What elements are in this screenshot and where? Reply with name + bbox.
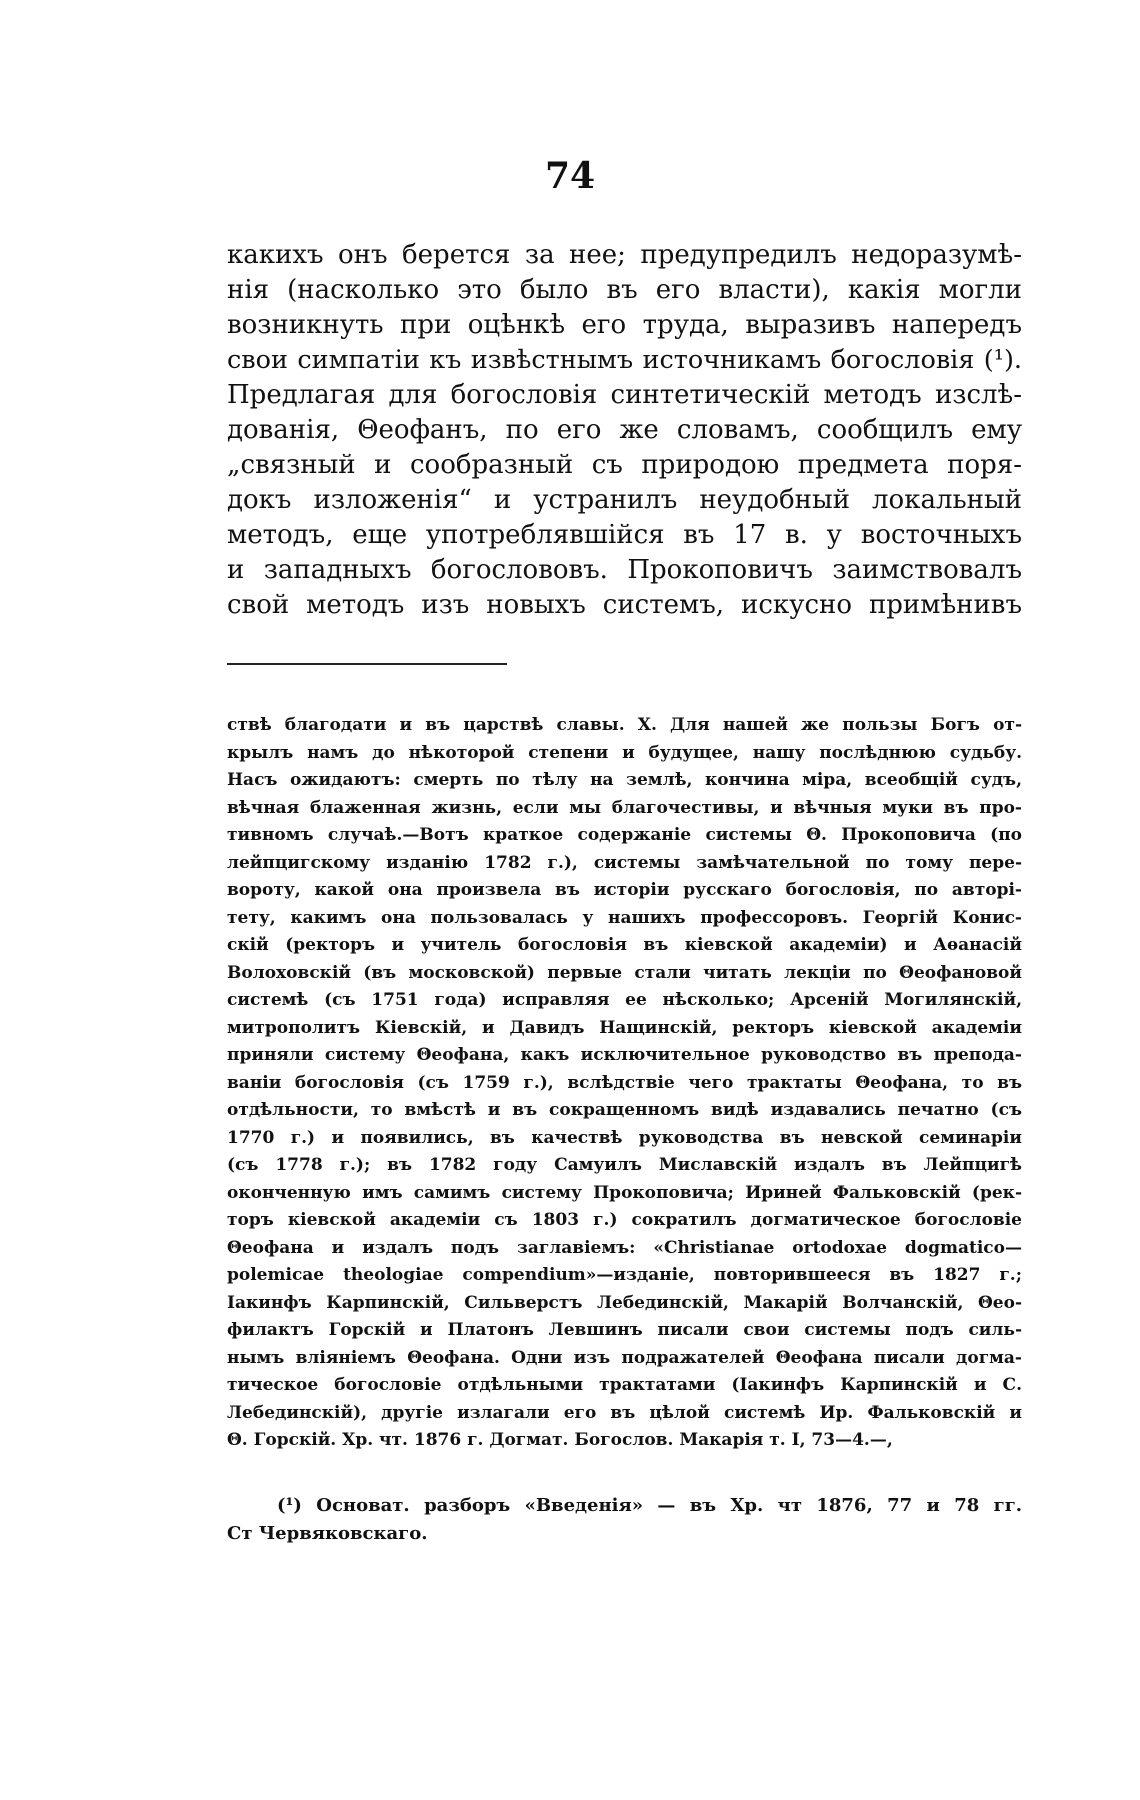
main-text-line: свой методъ изъ новыхъ системъ, искусно примѣнивъ [227,590,1022,620]
footnote-line: тету, какимъ она пользовалась у нашихъ профессоровъ. Георгій Конис- [227,907,1022,928]
footnote-line: филактъ Горскій и Платонъ Левшинъ писали свои системы подъ силь- [227,1320,1022,1340]
footnote-line: вороту, какой она произвела въ исторіи русскаго богословія, по авторі- [227,880,1022,900]
footnote-line: приняли систему Θеофана, какъ исключительное руководство въ препода- [227,1045,1022,1065]
footnote-line: polemicae theologiae compendium»—изданіе, повторившееся въ 1827 г.; [227,1265,1022,1285]
footnote-line: оконченную имъ самимъ систему Прокоповича; Ириней Фальковскій (рек- [227,1182,1022,1203]
footnote-line: Θеофана и издалъ подъ заглавіемъ: «Christianae ortodoxae dogmatico— [227,1237,1022,1258]
footnote-line: лейпцигскому изданію 1782 г.), системы замѣчательной по тому перe- [227,852,1022,873]
footnote-line: системѣ (съ 1751 года) исправляя ее нѣсколько; Арсеній Могилянскій, [227,990,1022,1010]
main-text-block [227,238,1022,623]
footnote-continuation [227,712,1022,1455]
footnote-line: (съ 1778 г.); въ 1782 году Самуилъ Миславскій издалъ въ Лейпцигѣ [227,1155,1022,1175]
footnote-line: Волоховскій (въ московской) первые стали читать лекціи по Θеофановой [227,962,1022,983]
footnote-line: вѣчная блаженная жизнь, если мы благочестивы, и вѣчныя муки въ про- [227,797,1022,818]
footnote-line: тическое богословіе отдѣльными трактатами (Іакинфъ Карпинскій и С. [227,1375,1022,1395]
footnote-line: ствѣ благодати и въ царствѣ славы. Х. Для нашей же пользы Богъ от- [227,715,1022,735]
footnote-line: 1770 г.) и появились, въ качествѣ руководства въ невской семинаріи [227,1127,1022,1148]
main-text-line: „связный и сообразный съ природою предмета поря- [227,450,1022,480]
footnote-line: Насъ ожидаютъ: смерть по тѣлу на землѣ, кончина міра, всеобщій судъ, [227,770,1022,790]
footnote-line: ваніи богословія (съ 1759 г.), вслѣдствіе чего трактаты Θеофана, то въ [227,1072,1022,1093]
main-text-line: методъ, еще употреблявшійся въ 17 в. у восточныхъ [227,520,1022,550]
footnote-line: митрополитъ Кіевскій, и Давидъ Нащинскій, ректоръ кіевской академіи [227,1017,1022,1038]
main-text-line: свои симпатіи къ извѣстнымъ источникамъ богословія (¹). [227,345,1022,375]
footnote-line: Θ. Горскій. Хр. чт. 1876 г. Догмат. Богослов. Макарія т. I, 73—4.—, [227,1430,893,1450]
main-text-line: какихъ онъ берется за нее; предупредилъ недоразумѣ- [227,240,1022,270]
main-text-line: докъ изложенія“ и устранилъ неудобный локальный [227,485,1022,515]
footnote-reference [227,1492,1022,1548]
footnote-line: торъ кіевской академіи съ 1803 г.) сократилъ догматическое богословіе [227,1210,1022,1230]
footnote-reference-line: Ст Червяковскаго. [227,1523,428,1544]
main-text-line: возникнуть при оцѣнкѣ его труда, выразивъ напередъ [227,310,1022,340]
footnote-line: скій (ректоръ и учитель богословія въ кіевской академіи) и Аѳанасій [227,935,1022,955]
footnote-line: Лебединскій), другіе излагали его въ цѣлой системѣ Ир. Фальковскій и [227,1402,1022,1423]
footnote-line: Іакинфъ Карпинскій, Сильверстъ Лебединскій, Макарій Волчанскій, Θео- [227,1292,1022,1313]
main-text-line: и западныхъ богослововъ. Прокоповичъ заимствовалъ [227,555,1022,585]
main-text-line: нія (насколько это было въ его власти), какія могли [227,275,1022,305]
footnote-line: крылъ намъ до нѣкоторой степени и будущее, нашу послѣднюю судьбу. [227,742,1022,763]
page-number: 74 [544,155,596,197]
footnote-line: отдѣльности, то вмѣстѣ и въ сокращенномъ видѣ издавались печатно (съ [227,1100,1022,1120]
footnote-reference-line: (¹) Основат. разборъ «Введенія» — въ Хр. чт 1876, 77 и 78 гг. [277,1495,1022,1516]
main-text-line: дованія, Θеофанъ, по его же словамъ, сообщилъ ему [227,415,1022,445]
main-text-line: Предлагая для богословія синтетическій методъ изслѣ- [227,380,1022,410]
footnote-line: тивномъ случаѣ.—Вотъ краткое содержаніе системы Θ. Прокоповича (по [227,825,1022,845]
footnote-separator [227,663,507,665]
footnote-line: нымъ вліяніемъ Θеофана. Одни изъ подражателей Θеофана писали догма- [227,1347,1022,1368]
